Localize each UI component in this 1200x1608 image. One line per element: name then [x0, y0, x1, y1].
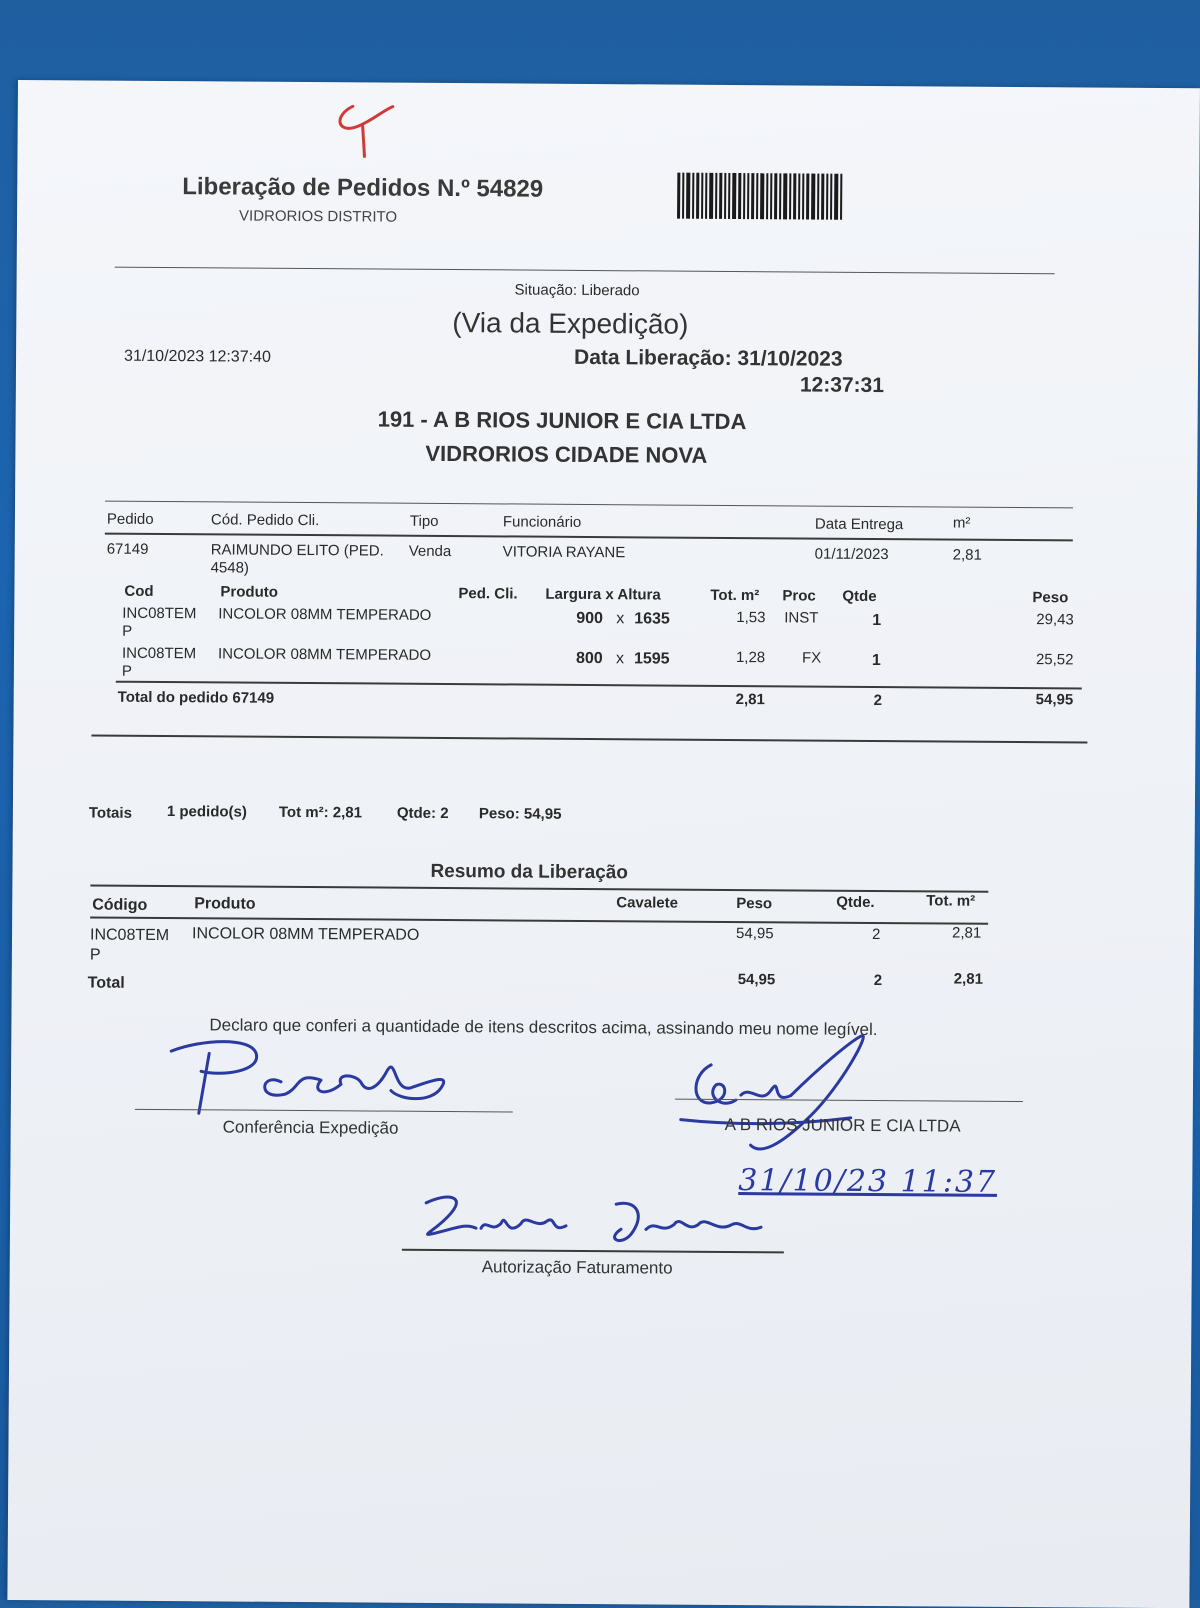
client-branch: VIDRORIOS CIDADE NOVA: [425, 440, 708, 468]
order-top-line: [105, 501, 1073, 509]
col-funcionario-label: Funcionário: [502, 513, 582, 531]
order-total-label: Total do pedido 67149: [117, 688, 275, 707]
order-header-line: [105, 533, 1073, 542]
order-bottom-line: [91, 735, 1087, 744]
resumo-top-line: [90, 885, 988, 893]
item-col-cod: Cod: [124, 582, 154, 600]
item-2-tot-m2: 1,28: [735, 649, 766, 667]
item-2-proc: FX: [801, 649, 822, 667]
item-1-peso: 29,43: [1036, 611, 1074, 629]
resumo-row-codigo-line1: INC08TEM: [89, 926, 170, 945]
resumo-row-produto: INCOLOR 08MM TEMPERADO: [191, 925, 420, 944]
order-total-qtde: 2: [873, 691, 883, 710]
order-client-ref-line2: 4548): [210, 559, 250, 577]
resumo-row-codigo-line2: P: [89, 946, 101, 964]
item-2-altura: 1595: [633, 650, 670, 668]
totais-qtde: Qtde: 2: [396, 804, 449, 823]
release-document: [7, 80, 1200, 1608]
handwritten-date: 31/10/23 11:37: [738, 1163, 998, 1200]
item-2-largura: 800: [575, 649, 603, 668]
col-data-entrega-label: Data Entrega: [814, 515, 904, 534]
declaration-text: Declaro que conferi a quantidade de itens descritos acima, assinando meu nome legível.: [209, 1015, 878, 1040]
item-1-cod-line2: P: [122, 622, 133, 640]
release-time: 12:37:31: [799, 373, 885, 398]
signature-cliente: [670, 1025, 891, 1167]
via-label: (Via da Expedição): [452, 307, 689, 340]
autorizacao-label: Autorização Faturamento: [481, 1257, 673, 1278]
resumo-col-peso: Peso: [736, 895, 773, 913]
resumo-total-tot-m2: 2,81: [953, 970, 984, 988]
order-client-ref-line1: RAIMUNDO ELITO (PED.: [210, 541, 384, 560]
resumo-col-cavalete: Cavalete: [616, 894, 679, 912]
print-timestamp: 31/10/2023 12:37:40: [124, 347, 271, 366]
col-tipo-label: Tipo: [409, 512, 439, 530]
resumo-col-codigo: Código: [92, 896, 148, 914]
resumo-col-tot-m2: Tot. m²: [926, 892, 976, 910]
header-divider: [115, 267, 1055, 275]
client-name: 191 - A B RIOS JUNIOR E CIA LTDA: [377, 406, 747, 435]
item-1-altura: 1635: [634, 610, 670, 628]
resumo-row-qtde: 2: [871, 925, 881, 944]
item-2-x: x: [615, 650, 625, 668]
resumo-total-peso: 54,95: [737, 971, 776, 989]
barcode: [677, 173, 844, 220]
item-1-produto: INCOLOR 08MM TEMPERADO: [218, 605, 432, 624]
handwritten-p-mark: [322, 96, 402, 167]
item-col-largura-altura: Largura x Altura: [545, 585, 661, 604]
item-2-qtde: 1: [871, 651, 881, 670]
situacao-status: Situação: Liberado: [514, 281, 640, 300]
col-pedido-label: Pedido: [106, 510, 154, 528]
order-total-peso: 54,95: [1035, 691, 1074, 709]
item-1-qtde: 1: [872, 611, 882, 630]
document-title: Liberação de Pedidos N.º 54829: [182, 173, 544, 203]
item-1-largura: 900: [576, 609, 604, 628]
item-col-peso: Peso: [1032, 589, 1069, 607]
order-total-m2: 2,81: [735, 691, 765, 709]
resumo-col-produto: Produto: [194, 895, 256, 913]
item-1-x: x: [616, 610, 625, 628]
cliente-label: A B RIOS JUNIOR E CIA LTDA: [724, 1114, 961, 1136]
order-m2: 2,81: [952, 546, 982, 564]
resumo-header-line: [90, 917, 988, 925]
resumo-row-tot-m2: 2,81: [952, 924, 982, 942]
resumo-total-qtde: 2: [873, 971, 883, 990]
item-2-peso: 25,52: [1035, 651, 1074, 669]
col-cod-pedido-label: Cód. Pedido Cli.: [210, 511, 320, 530]
order-number: 67149: [106, 540, 149, 558]
item-col-proc: Proc: [782, 587, 816, 605]
conferencia-label: Conferência Expedição: [222, 1117, 399, 1138]
col-m2-label: m²: [952, 514, 971, 532]
totais-m2: Tot m²: 2,81: [278, 803, 363, 822]
resumo-total-label: Total: [87, 974, 125, 992]
resumo-col-qtde: Qtde.: [836, 893, 875, 912]
totais-pedidos: 1 pedido(s): [166, 803, 247, 821]
order-delivery-date: 01/11/2023: [814, 545, 889, 564]
order-employee: VITORIA RAYANE: [502, 543, 626, 562]
items-total-line: [116, 681, 1082, 690]
totais-peso: Peso: 54,95: [478, 805, 562, 823]
totais-label: Totais: [88, 804, 133, 822]
release-date: Data Liberação: 31/10/2023: [573, 345, 843, 371]
item-col-qtde: Qtde: [842, 587, 877, 606]
item-col-produto: Produto: [220, 583, 278, 601]
item-2-cod-line2: P: [121, 662, 132, 680]
company-name: VIDRORIOS DISTRITO: [238, 207, 398, 226]
item-2-produto: INCOLOR 08MM TEMPERADO: [217, 645, 432, 664]
item-2-cod-line1: INC08TEM: [121, 644, 197, 663]
item-col-ped-cli: Ped. Cli.: [458, 585, 518, 603]
signature-autorizacao: [406, 1183, 786, 1256]
resumo-row-peso: 54,95: [735, 925, 774, 943]
item-col-tot-m2: Tot. m²: [710, 586, 760, 605]
item-1-tot-m2: 1,53: [736, 609, 766, 627]
item-1-proc: INST: [784, 609, 819, 627]
item-1-cod-line1: INC08TEM: [122, 604, 197, 623]
order-type: Venda: [408, 542, 452, 561]
resumo-title: Resumo da Liberação: [430, 860, 629, 884]
